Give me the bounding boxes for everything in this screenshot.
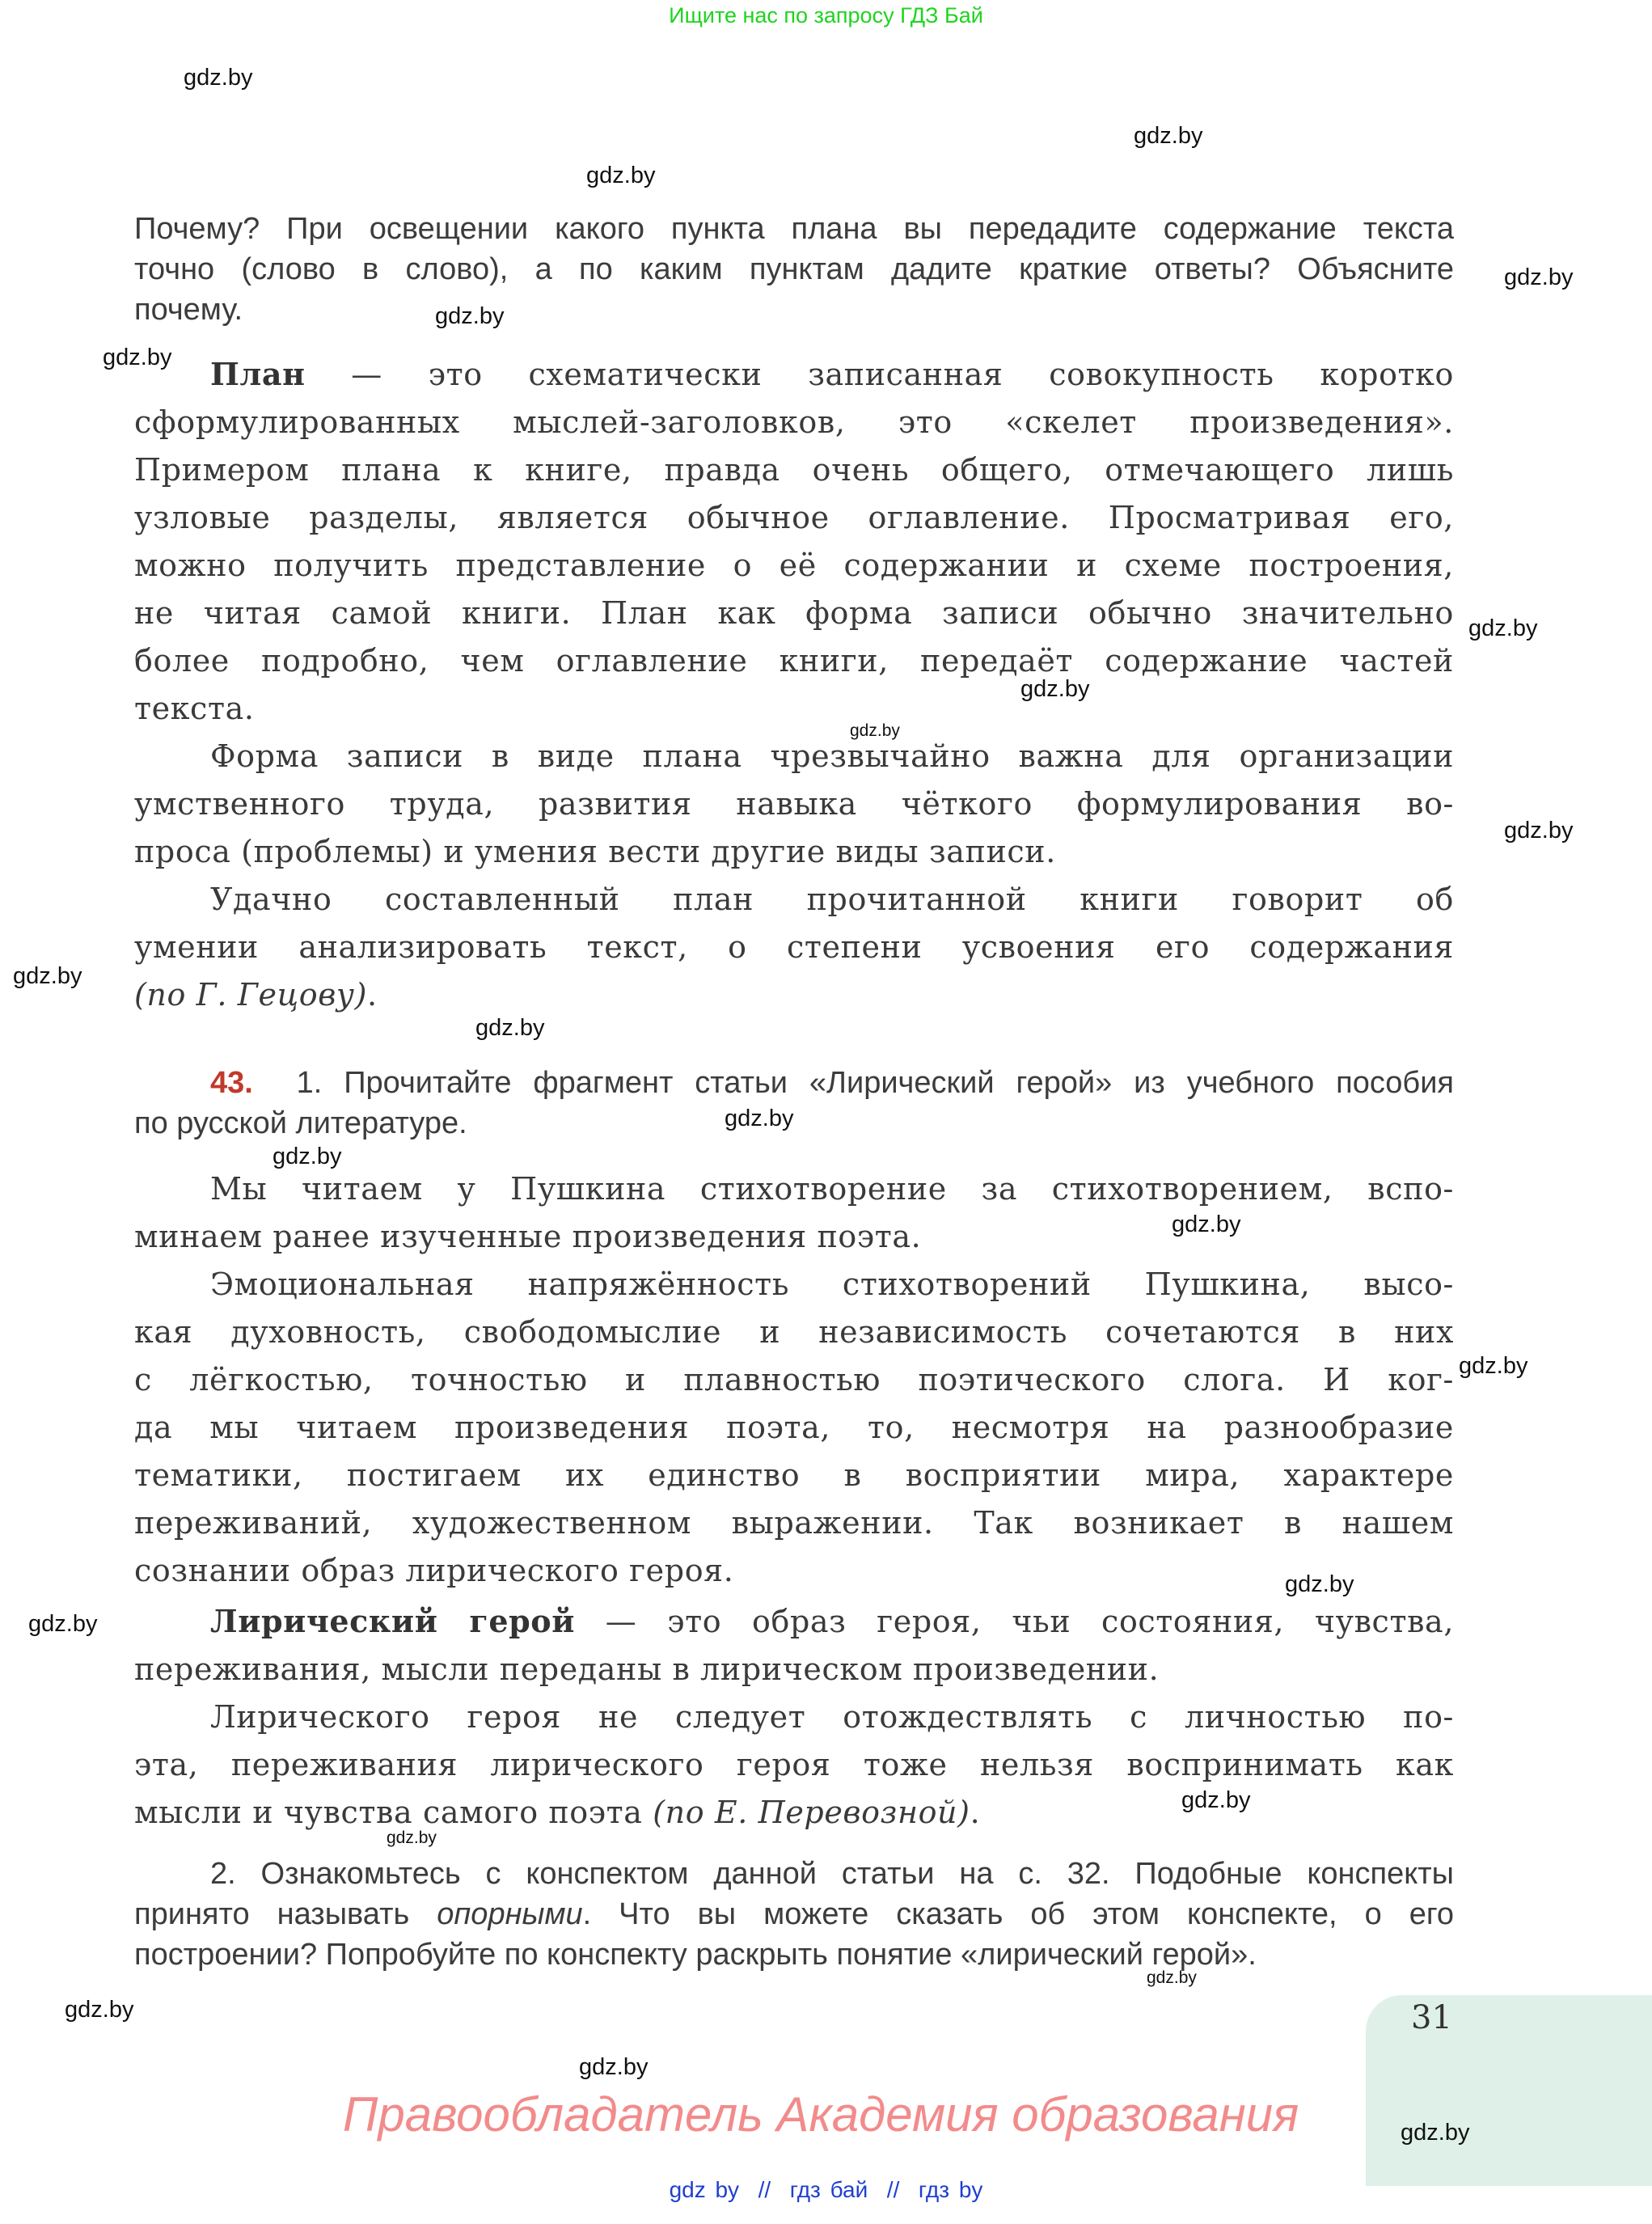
watermark: gdz.by <box>586 163 656 188</box>
text-span: принято называть <box>134 1897 437 1931</box>
text-line <box>134 1789 1454 1837</box>
text-line: построении? Попробуйте по конспекту раскрыть понятие «лирический герой». <box>134 1938 1257 1972</box>
text-span: . <box>970 1795 981 1830</box>
text-line: по русской литературе. <box>134 1106 467 1140</box>
page-number: 31 <box>1411 1999 1452 2036</box>
term-lyric-hero: Лирический герой <box>210 1603 575 1639</box>
watermark: gdz.by <box>579 2054 649 2080</box>
text-line <box>134 1597 1454 1646</box>
source-citation: (по Г. Гецову) <box>134 977 368 1013</box>
quote-paragraph-2 <box>134 1261 1454 1595</box>
source-citation: (по Е. Перевозной) <box>653 1795 970 1830</box>
text-line: Мы читаем у Пушкина стихотворение за стихотворением, вспо- <box>210 1171 1454 1207</box>
watermark: gdz.by <box>1181 1787 1251 1813</box>
text-line: да мы читаем произведения поэта, то, несмотря на разнообразие <box>134 1410 1454 1445</box>
watermark: gdz.by <box>184 65 253 91</box>
text-line: переживаний, художественном выражении. Так возникает в нашем <box>134 1505 1454 1541</box>
watermark: gdz.by <box>475 1015 545 1041</box>
text-line: точно (слово в слово), а по каким пунктам дадите краткие ответы? Объясните <box>134 252 1454 286</box>
text-line: умственного труда, развития навыка чёткого формулирования во- <box>134 786 1454 822</box>
quote-paragraph-4 <box>134 1693 1454 1837</box>
text-line: Лирического героя не следует отождествлять с личностью по- <box>210 1699 1454 1735</box>
text-line <box>134 1063 1454 1103</box>
text-line: Удачно составленный план прочитанной книги говорит об <box>210 882 1454 917</box>
text-line <box>134 971 1454 1019</box>
text-span: — это схематически записанная совокупность коротко <box>305 357 1454 392</box>
watermark: gdz.by <box>1172 1211 1241 1237</box>
text-line: сознании образ лирического героя. <box>134 1553 734 1588</box>
intro-question <box>134 209 1454 330</box>
watermark: gdz.by <box>1459 1353 1528 1379</box>
text-span: . <box>367 977 378 1013</box>
watermark: gdz.by <box>1285 1571 1354 1597</box>
search-hint-banner: Ищите нас по запросу ГДЗ Бай <box>669 3 983 27</box>
text-line: Эмоциональная напряжённость стихотворений Пушкина, высо- <box>210 1266 1454 1302</box>
text-line: переживания, мысли переданы в лирическом произведении. <box>134 1651 1160 1687</box>
watermark: gdz.by <box>13 963 82 989</box>
text-line: текста. <box>134 691 255 726</box>
term-plan: План <box>210 356 306 392</box>
watermark: gdz.by <box>725 1106 794 1131</box>
text-line: с лёгкостью, точностью и плавностью поэтического слога. И ког- <box>134 1362 1454 1397</box>
plan-paragraph-3 <box>134 876 1454 1019</box>
text-line: сформулированных мыслей-заголовков, это «скелет произведения». <box>134 404 1454 440</box>
text-span: 1. Прочитайте фрагмент статьи «Лирический герой» из учебного пособия <box>296 1066 1454 1100</box>
watermark: gdz.by <box>28 1611 98 1637</box>
text-line: минаем ранее изученные произведения поэта. <box>134 1219 922 1254</box>
quote-paragraph-1 <box>134 1165 1454 1261</box>
watermark: gdz.by <box>1020 676 1090 702</box>
text-line: можно получить представление о её содержании и схеме построения, <box>134 548 1454 583</box>
watermark: gdz.by <box>273 1144 342 1169</box>
quote-paragraph-3 <box>134 1597 1454 1693</box>
text-span: . Что вы можете сказать об этом конспекте, о его <box>582 1897 1454 1931</box>
watermark: gdz.by <box>65 1997 134 2023</box>
plan-paragraph-2 <box>134 733 1454 876</box>
emphasis: опорными <box>437 1897 583 1931</box>
watermark: gdz.by <box>435 303 505 329</box>
watermark: gdz.by <box>103 345 172 370</box>
watermark: gdz.by <box>1134 123 1203 149</box>
exercise-43-task-2 <box>134 1854 1454 1975</box>
exercise-number: 43. <box>210 1066 253 1100</box>
watermark: gdz.by <box>1401 2120 1470 2146</box>
watermark: gdz.by <box>1468 615 1538 641</box>
footer-links[interactable]: gdz by // гдз бай // гдз by <box>669 2177 983 2202</box>
text-line: почему. <box>134 293 243 327</box>
watermark: gdz.by <box>1504 264 1574 290</box>
text-line: умении анализировать текст, о степени усвоения его содержания <box>134 929 1454 965</box>
text-line: эта, переживания лирического героя тоже нельзя воспринимать как <box>134 1747 1454 1782</box>
text-span: — это образ героя, чьи состояния, чувства, <box>575 1604 1454 1639</box>
watermark: gdz.by <box>1504 818 1574 844</box>
text-line: Почему? При освещении какого пункта плана вы передадите содержание текста <box>134 212 1454 246</box>
text-line: проса (проблемы) и умения вести другие виды записи. <box>134 834 1056 869</box>
text-line: более подробно, чем оглавление книги, передаёт содержание частей <box>134 643 1454 679</box>
exercise-43-task-1 <box>134 1063 1454 1144</box>
watermark: gdz.by <box>1147 1968 1197 1987</box>
text-line: кая духовность, свободомыслие и независимость сочетаются в них <box>134 1314 1454 1350</box>
text-line <box>134 350 1454 399</box>
text-line: тематики, постигаем их единство в восприятии мира, характере <box>134 1457 1454 1493</box>
copyright-notice: Правообладатель Академия образования <box>342 2087 1299 2142</box>
text-line <box>134 1894 1454 1934</box>
text-line: узловые разделы, является обычное оглавление. Просматривая его, <box>134 500 1454 535</box>
text-span: мысли и чувства самого поэта <box>134 1795 653 1830</box>
text-line: Форма записи в виде плана чрезвычайно важна для организации <box>210 738 1454 774</box>
text-line: не читая самой книги. План как форма записи обычно значительно <box>134 595 1454 631</box>
watermark: gdz.by <box>850 721 900 740</box>
text-line: Примером плана к книге, правда очень общего, отмечающего лишь <box>134 452 1454 488</box>
plan-definition-paragraph <box>134 350 1454 733</box>
text-line: 2. Ознакомьтесь с конспектом данной статьи на с. 32. Подобные конспекты <box>210 1857 1454 1891</box>
watermark: gdz.by <box>387 1829 437 1847</box>
